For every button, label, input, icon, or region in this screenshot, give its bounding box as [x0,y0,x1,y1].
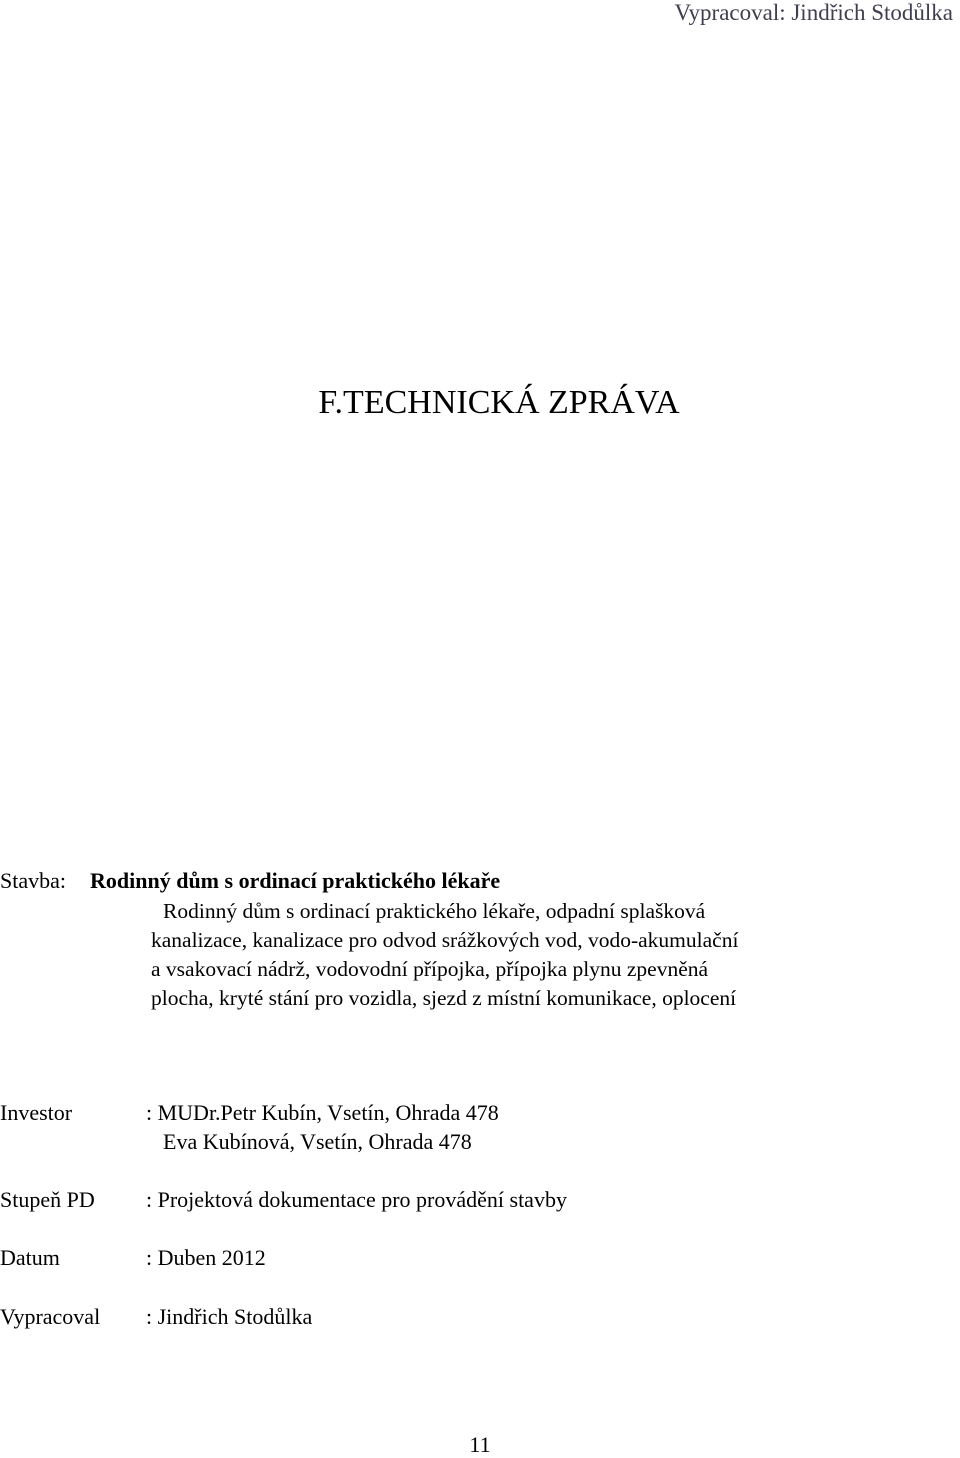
document-title: F.TECHNICKÁ ZPRÁVA [318,384,680,421]
investor-label: Investor [0,1100,73,1125]
datum-label: Datum [0,1245,60,1270]
description-line: kanalizace, kanalizace pro odvod srážkových vod, vodo-akumulační [151,928,739,952]
description-line: Rodinný dům s ordinací praktického lékaře, odpadní splašková [163,899,706,923]
stupen-value: : Projektová dokumentace pro provádění stavby [146,1187,567,1212]
stavba-label: Stavba: [0,868,66,893]
stavba-description [151,897,911,1013]
vypracoval-label: Vypracoval [0,1304,101,1329]
page-number: 11 [469,1432,491,1457]
investor-value: : MUDr.Petr Kubín, Vsetín, Ohrada 478 [146,1100,499,1125]
datum-value: : Duben 2012 [146,1245,266,1270]
description-line: plocha, kryté stání pro vozidla, sjezd z místní komunikace, oplocení [151,986,737,1010]
description-line: a vsakovací nádrž, vodovodní přípojka, přípojka plynu zpevněná [151,957,709,981]
investor-value-second: Eva Kubínová, Vsetín, Ohrada 478 [163,1129,472,1154]
stupen-label: Stupeň PD [0,1187,95,1212]
stavba-name: Rodinný dům s ordinací praktického lékaře [90,868,501,893]
header-author: Vypracoval: Jindřich Stodůlka [674,0,953,25]
vypracoval-value: : Jindřich Stodůlka [146,1304,313,1329]
